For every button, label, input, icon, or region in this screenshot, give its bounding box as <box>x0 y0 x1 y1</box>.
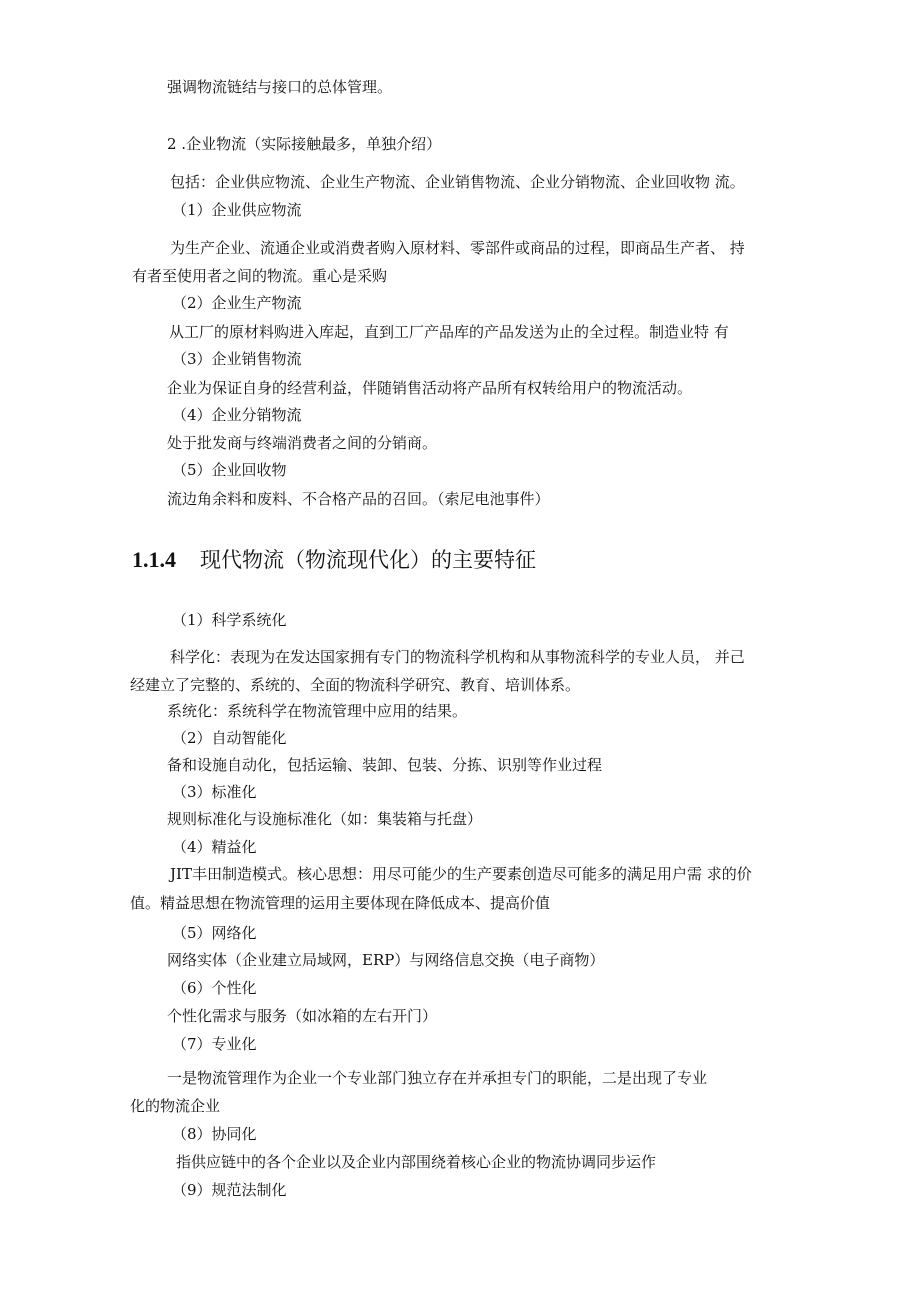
text-line: 流边角余料和废料、不合格产品的召回。（索尼电池事件） <box>167 490 550 508</box>
text-line: 强调物流链结与接口的总体管理。 <box>167 78 393 96</box>
subsection-label: （9）规范法制化 <box>172 1181 287 1199</box>
text-line: 化的物流企业 <box>130 1097 221 1115</box>
subsection-label: （5）企业回收物 <box>172 461 287 479</box>
text-line: 包括：企业供应物流、企业生产物流、企业销售物流、企业分销物流、企业回收物 流。 <box>170 173 745 191</box>
subsection-label: （3）企业销售物流 <box>172 350 302 368</box>
text-line: 企业为保证自身的经营利益，伴随销售活动将产品所有权转给用户的物流活动。 <box>167 379 693 397</box>
subsection-label: （8）协同化 <box>172 1125 257 1143</box>
text-line: 科学化：表现为在发达国家拥有专门的物流科学机构和从事物流科学的专业人员， 并己 <box>170 648 745 666</box>
subsection-label: （2）企业生产物流 <box>172 294 302 312</box>
text-line: 指供应链中的各个企业以及企业内部围绕着核心企业的物流协调同步运作 <box>176 1153 657 1171</box>
subsection-label: （1）企业供应物流 <box>172 201 302 219</box>
text-line: 网络实体（企业建立局域网，ERP）与网络信息交换（电子商物） <box>167 951 605 969</box>
text-line: 规则标准化与设施标准化（如：集装箱与托盘） <box>167 810 483 828</box>
subsection-label: （7）专业化 <box>172 1035 257 1053</box>
section-heading-number: 1.1.4 <box>132 547 176 572</box>
text-line: 系统化：系统科学在物流管理中应用的结果。 <box>167 702 468 720</box>
text-line: 为生产企业、流通企业或消费者购入原材料、零部件或商品的过程，即商品生产者、 持 <box>170 239 745 257</box>
subsection-label: （2）自动智能化 <box>172 729 287 747</box>
subsection-label: （6）个性化 <box>172 979 257 997</box>
text-line: 从工厂的原材料购进入库起，直到工厂产品库的产品发送为止的全过程。制造业特 有 <box>169 323 729 341</box>
section-heading <box>132 547 536 573</box>
text-line: 值。精益思想在物流管理的运用主要体现在降低成本、提高价值 <box>130 894 551 912</box>
text-line: 经建立了完整的、系统的、全面的物流科学研究、教育、培训体系。 <box>130 676 581 694</box>
text-line: 处于批发商与终端消费者之间的分销商。 <box>167 434 438 452</box>
section-heading-title: 现代物流（物流现代化）的主要特征 <box>200 548 536 572</box>
subsection-label: （1）科学系统化 <box>172 611 287 629</box>
text-line: 一是物流管理作为企业一个专业部门独立存在并承担专门的职能，二是出现了专业 <box>167 1069 708 1087</box>
text-line: 个性化需求与服务（如冰箱的左右开门） <box>167 1007 438 1025</box>
subsection-label: （3）标准化 <box>172 783 257 801</box>
subsection-label: （4）精益化 <box>172 838 257 856</box>
text-line: JIT丰田制造模式。核心思想：用尽可能少的生产要素创造尽可能多的满足用户需 求的价 <box>170 865 752 883</box>
section-item-title: 2 .企业物流（实际接触最多，单独介绍） <box>167 135 442 153</box>
subsection-label: （4）企业分销物流 <box>172 406 302 424</box>
subsection-label: （5）网络化 <box>172 924 257 942</box>
text-line: 备和设施自动化，包括运输、装卸、包装、分拣、识别等作业过程 <box>167 756 603 774</box>
text-line: 有者至使用者之间的物流。重心是采购 <box>132 267 388 285</box>
